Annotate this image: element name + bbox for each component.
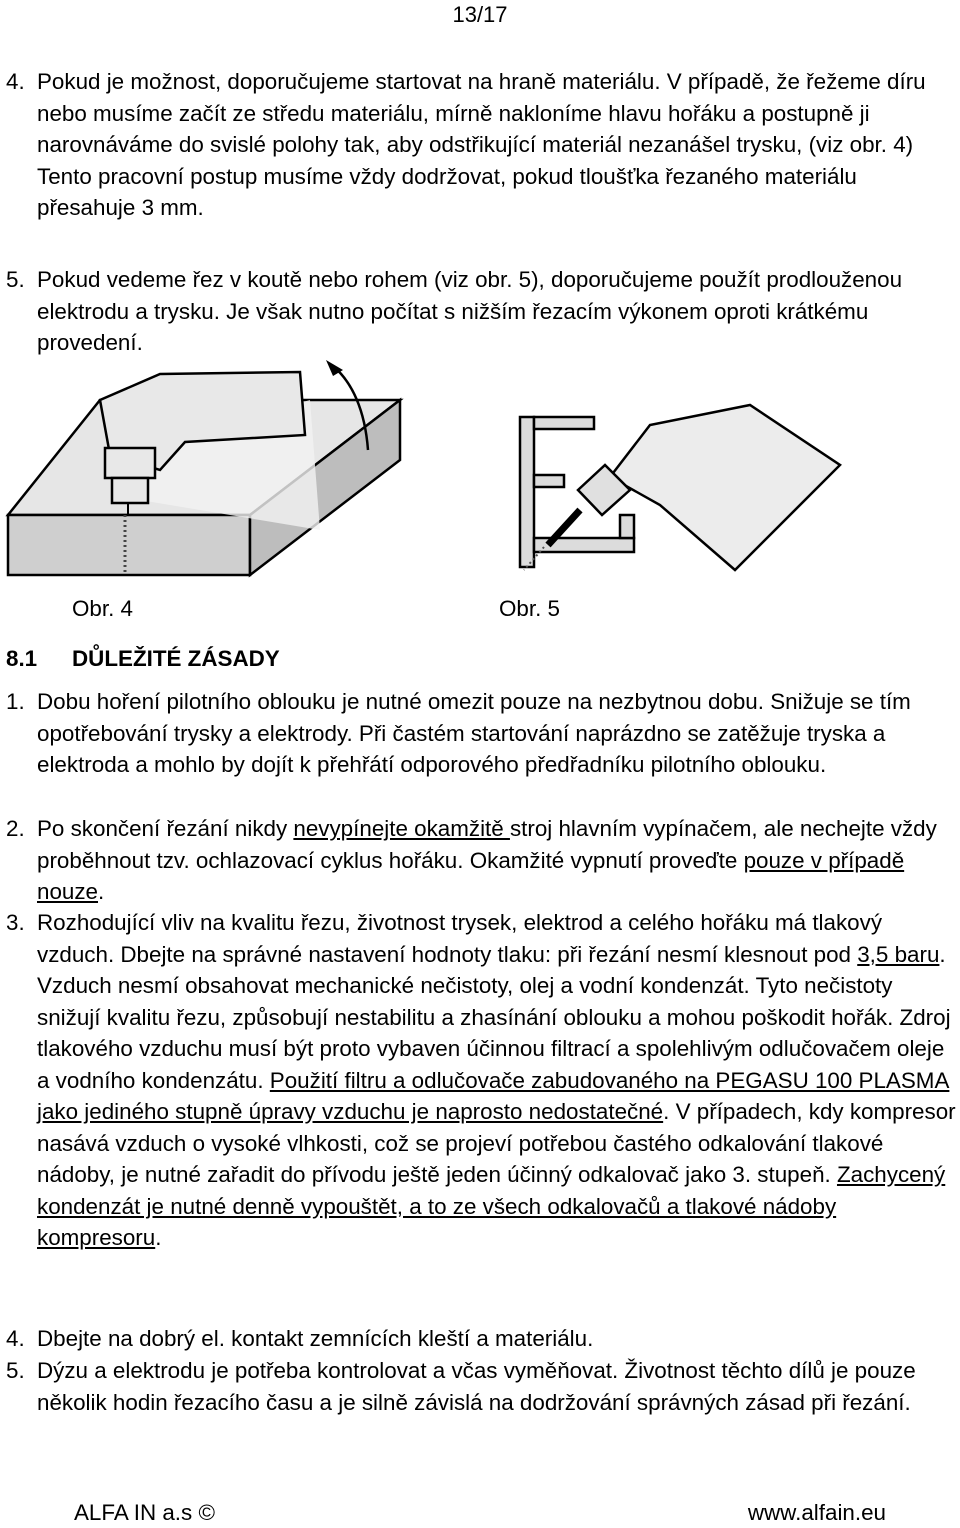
list-number: 1. (6, 689, 25, 714)
figure-4-caption: Obr. 4 (72, 596, 133, 621)
list-number: 5. (6, 1358, 25, 1383)
list-text: Pokud vedeme řez v koutě nebo rohem (viz obr. 5), doporučujeme použít prodlouženou elektrodu a trysku. Je však nutno počítat s nižším řezacím výkonem oproti krátkému provedení. (37, 267, 903, 355)
section-heading (6, 646, 280, 672)
list-text: Dbejte na dobrý el. kontakt zemnících kleští a materiálu. (37, 1326, 594, 1351)
list-item (6, 264, 956, 359)
figure-5-caption: Obr. 5 (499, 596, 560, 621)
list-number: 3. (6, 910, 25, 935)
list-number: 4. (6, 1326, 25, 1351)
footer-website: www.alfain.eu (747, 1500, 886, 1525)
footer-company: ALFA IN a.s © (74, 1500, 215, 1525)
list-item (6, 907, 956, 1254)
list-text: Dobu hoření pilotního oblouku je nutné omezit pouze na nezbytnou dobu. Snižuje se tím opotřebování trysky a elektrody. Při častém startování naprázdno se zatěžuje tryska a elektroda a mohlo by dojít k přehřátí odporového předřadníku pilotního oblouku. (37, 689, 911, 777)
list-number: 5. (6, 267, 25, 292)
list-text: Pokud je možnost, doporučujeme startovat na hraně materiálu. V případě, že řežeme díru nebo musíme začít ze středu materiálu, mírně nakloníme hlavu hořáku a postupně ji narovnáváme do svislé polohy tak, aby odstřikující materiál nezanášel trysku, (viz obr. 4) Tento pracovní postup musíme vždy dodržovat, pokud tloušťka řezaného materiálu přesahuje 3 mm. (37, 69, 926, 220)
section-title: DŮLEŽITÉ ZÁSADY (72, 646, 280, 671)
list-item (6, 66, 956, 224)
figure-4-illustration (0, 360, 440, 585)
list-item (6, 686, 956, 781)
figure-5-illustration (510, 395, 950, 580)
list-item (6, 1323, 956, 1355)
underlined-text: 3,5 baru (857, 941, 940, 967)
section-number: 8.1 (6, 646, 38, 671)
underlined-text: Zachycený kondenzát je nutné denně vypouštět, a to ze všech odkalovačů a tlakové nádoby kompresoru (37, 1162, 946, 1250)
underlined-text: Použití filtru a odlučovače zabudovaného na PEGASU 100 PLASMA jako jediného stupně úpravy vzduchu je naprosto nedostatečné (37, 1067, 950, 1124)
underlined-text: pouze v případě nouze (37, 847, 905, 904)
list-item (6, 1355, 956, 1418)
list-item (6, 813, 956, 908)
page-number: 13/17 (452, 2, 508, 27)
list-text: Po skončení řezání nikdy nevypínejte okamžitě stroj hlavním vypínačem, ale nechejte vždy proběhnout tzv. ochlazovací cyklus hořáku. Okamžité vypnutí proveďte pouze v případě nouze. (37, 816, 937, 904)
list-text: Rozhodující vliv na kvalitu řezu, životnost trysek, elektrod a celého hořáku má tlakový vzduch. Dbejte na správné nastavení hodnoty tlaku: při řezání nesmí klesnout pod 3,5 baru. Vzduch nesmí obsahovat mechanické nečistoty, olej a vodní kondenzát. Tyto nečistoty snižují kvalitu řezu, způsobují nestabilitu a zhasínání oblouku a mohou poškodit hořák. Zdroj tlakového vzduchu musí být proto vybaven účinnou filtrací a spolehlivým odlučovačem oleje a vodního kondenzátu. Použití filtru a odlučovače zabudovaného na PEGASU 100 PLASMA jako jediného stupně úpravy vzduchu je naprosto nedostatečné. V případech, kdy kompresor nasává vzduch o vysoké vlhkosti, což se projeví potřebou častého odkalování tlakové nádoby, je nutné zařadit do přívodu ještě jeden účinný odkalovač jako 3. stupeň. Zachycený kondenzát je nutné denně vypouštět, a to ze všech odkalovačů a tlakové nádoby kompresoru. (37, 910, 956, 1250)
underlined-text: nevypínejte okamžitě (293, 816, 510, 841)
list-number: 4. (6, 69, 25, 94)
list-text: Dýzu a elektrodu je potřeba kontrolovat a včas vyměňovat. Životnost těchto dílů je pouze několik hodin řezacího času a je silně závislá na dodržování správných zásad při řezání. (37, 1358, 916, 1415)
list-number: 2. (6, 816, 25, 841)
